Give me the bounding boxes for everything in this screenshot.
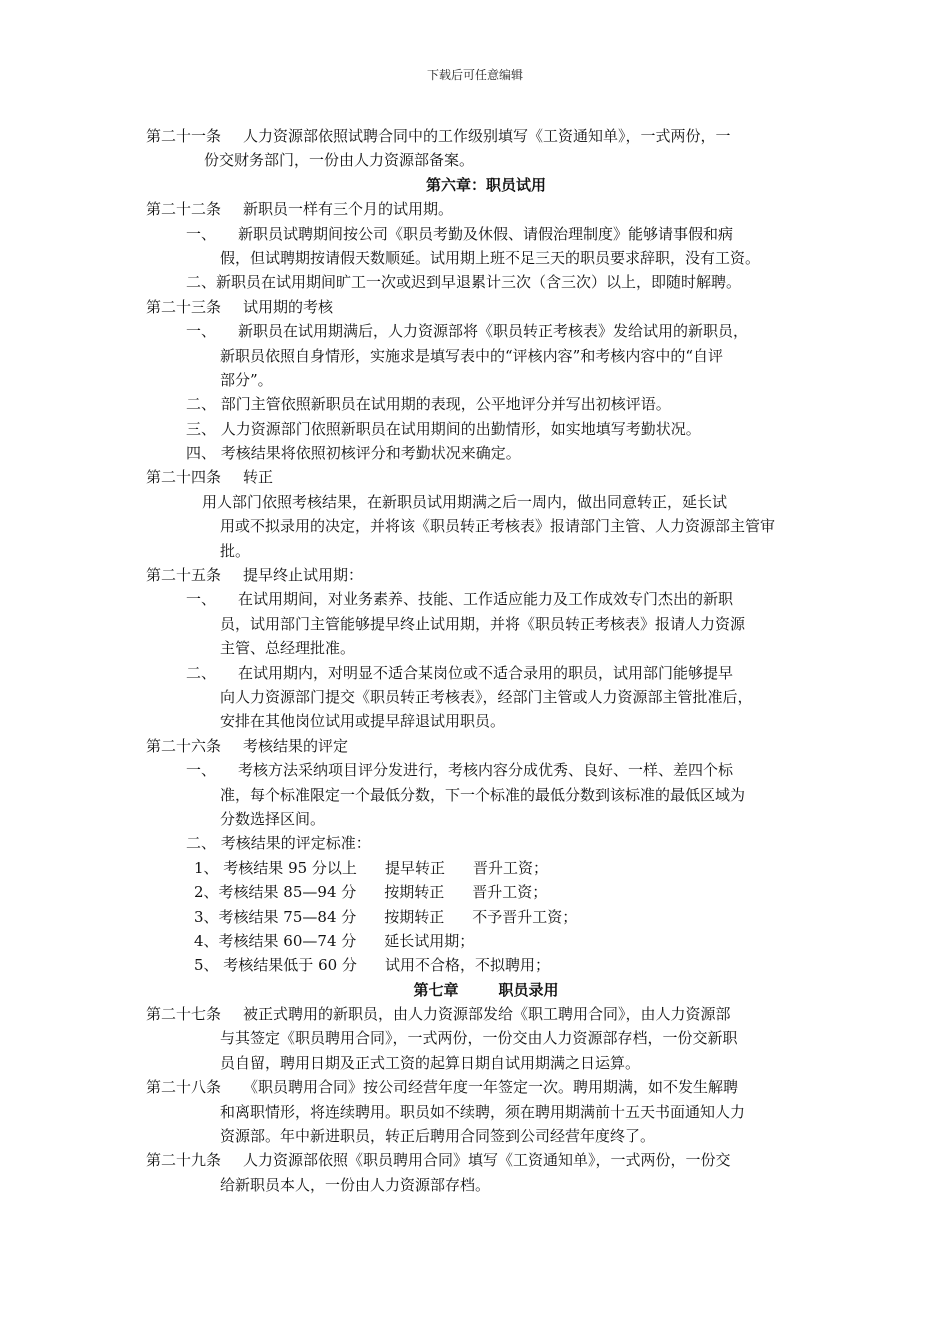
- text-line: [146, 465, 826, 489]
- text-line: [146, 368, 826, 392]
- text-line: [146, 417, 826, 441]
- text-segment: 按期转正: [384, 907, 445, 926]
- text-segment: 假，但试聘期按请假天数顺延。试用期上班不足三天的职员要求辞职，没有工资。: [220, 248, 761, 267]
- text-segment: 第二十七条: [146, 1005, 222, 1024]
- text-line: [146, 734, 826, 758]
- text-segment: 人力资源部依照试聘合同中的工作级别填写《工资通知单》，一式两份，一: [243, 127, 731, 145]
- text-segment: 不予晋升工资；: [472, 907, 578, 926]
- text-segment: 准，每个标准限定一个最低分数，下一个标准的最低分数到该标准的最低区域为: [220, 785, 746, 804]
- text-segment: 一、: [186, 322, 217, 341]
- text-segment: 批。: [220, 541, 251, 560]
- text-segment: 二、: [186, 663, 217, 682]
- text-segment: 第二十三条: [146, 297, 222, 316]
- text-segment: 第六章：职员试用: [425, 175, 546, 194]
- text-line: [146, 612, 826, 636]
- text-segment: 二、 部门主管依照新职员在试用期的表现，公平地评分并写出初核评语。: [186, 395, 671, 414]
- text-segment: 份交财务部门，一份由人力资源部备案。: [204, 151, 475, 170]
- text-segment: 二、新职员在试用期间旷工一次或迟到早退累计三次（含三次）以上，即随时解聘。: [186, 273, 742, 292]
- text-segment: 提早转正: [384, 858, 445, 877]
- text-segment: 在试用期间，对业务素养、技能、工作适应能力及工作成效专门杰出的新职: [238, 590, 734, 609]
- text-segment: 1、 考核结果 95 分以上: [194, 858, 357, 877]
- text-segment: 与其签定《职员聘用合同》，一式两份，一份交由人力资源部存档，一份交新职: [220, 1029, 738, 1048]
- text-segment: 2、考核结果 85—94 分: [194, 883, 357, 902]
- text-line: [146, 222, 826, 246]
- text-segment: 第七章: [413, 980, 459, 999]
- text-segment: 考核结果的评定: [243, 736, 349, 755]
- text-segment: 按期转正: [384, 883, 445, 902]
- text-line: [146, 319, 826, 343]
- text-line: [146, 953, 826, 977]
- text-segment: 试用不合格，不拟聘用；: [384, 956, 550, 975]
- document-body: [146, 124, 826, 1197]
- text-line: [146, 1051, 826, 1075]
- text-line: [146, 344, 826, 368]
- text-segment: 在试用期内，对明显不适合某岗位或不适合录用的职员，试用部门能够提早: [238, 663, 734, 682]
- text-line: [146, 392, 826, 416]
- text-segment: 人力资源部依照《职员聘用合同》填写《工资通知单》，一式两份，一份交: [243, 1151, 731, 1170]
- text-segment: 转正: [243, 468, 274, 487]
- text-segment: 职员录用: [498, 980, 559, 999]
- text-line: [146, 685, 826, 709]
- text-segment: 给新职员本人，一份由人力资源部存档。: [220, 1175, 491, 1194]
- text-segment: 第二十九条: [146, 1151, 222, 1170]
- text-line: [146, 880, 826, 904]
- text-segment: 提早终止试用期：: [243, 566, 364, 585]
- text-segment: 新职员一样有三个月的试用期。: [243, 200, 454, 219]
- text-line: [146, 197, 826, 221]
- text-segment: 晋升工资；: [472, 883, 548, 902]
- text-segment: 第二十一条: [146, 127, 222, 145]
- text-segment: 部分”。: [220, 370, 273, 389]
- text-line: [146, 1026, 826, 1050]
- text-line: [146, 1100, 826, 1124]
- text-line: [146, 661, 826, 685]
- text-segment: 向人力资源部门提交《职员转正考核表》，经部门主管或人力资源部主管批准后，: [220, 687, 753, 706]
- text-line: [146, 856, 826, 880]
- text-line: [146, 831, 826, 855]
- text-segment: 二、 考核结果的评定标准：: [186, 834, 371, 853]
- text-segment: 《职员聘用合同》按公司经营年度一年签定一次。聘用期满，如不发生解聘: [243, 1078, 739, 1097]
- text-segment: 和离职情形，将连续聘用。职员如不续聘，须在聘用期满前十五天书面通知人力: [220, 1102, 746, 1121]
- text-segment: 第二十八条: [146, 1078, 222, 1097]
- text-segment: 试用期的考核: [243, 297, 334, 316]
- text-line: [146, 1173, 826, 1197]
- text-segment: 延长试用期；: [384, 931, 475, 950]
- text-line: [146, 563, 826, 587]
- text-line: [146, 929, 826, 953]
- text-segment: 安排在其他岗位试用或提早辞退试用职员。: [220, 712, 506, 731]
- text-line: [146, 587, 826, 611]
- text-segment: 第二十四条: [146, 468, 222, 487]
- text-line: [146, 807, 826, 831]
- text-segment: 三、 人力资源部门依照新职员在试用期间的出勤情形，如实地填写考勤状况。: [186, 419, 701, 438]
- text-segment: 主管、总经理批准。: [220, 639, 356, 658]
- text-segment: 4、考核结果 60—74 分: [194, 931, 357, 950]
- text-segment: 晋升工资；: [472, 858, 548, 877]
- text-line: [146, 1148, 826, 1172]
- text-segment: 第二十五条: [146, 566, 222, 585]
- text-segment: 一、: [186, 761, 217, 780]
- text-segment: 一、: [186, 224, 217, 243]
- text-line: [146, 514, 826, 538]
- text-line: [146, 758, 826, 782]
- text-line: [146, 905, 826, 929]
- text-line: [146, 295, 826, 319]
- text-line: [146, 270, 826, 294]
- chapter-heading: [146, 978, 826, 1002]
- text-segment: 一、: [186, 590, 217, 609]
- chapter-heading: [146, 173, 826, 197]
- text-segment: 四、 考核结果将依照初核评分和考勤状况来确定。: [186, 444, 521, 463]
- text-segment: 新职员依照自身情形，实施求是填写表中的“评核内容”和考核内容中的“自评: [220, 346, 724, 365]
- text-line: [146, 246, 826, 270]
- text-line: [146, 636, 826, 660]
- text-segment: 3、考核结果 75—84 分: [194, 907, 357, 926]
- text-segment: 用人部门依照考核结果，在新职员试用期满之后一周内，做出同意转正，延长试: [202, 492, 728, 511]
- text-line: [146, 1002, 826, 1026]
- text-segment: 第二十六条: [146, 736, 222, 755]
- text-line: [146, 148, 826, 172]
- text-segment: 员，试用部门主管能够提早终止试用期，并将《职员转正考核表》报请人力资源: [220, 614, 746, 633]
- text-segment: 5、 考核结果低于 60 分: [194, 956, 357, 975]
- text-segment: 用或不拟录用的决定，并将该《职员转正考核表》报请部门主管、人力资源部主管审: [220, 517, 776, 536]
- text-segment: 分数选择区间。: [220, 809, 326, 828]
- text-line: [146, 783, 826, 807]
- text-line: [146, 1075, 826, 1099]
- page-header: 下载后可任意编辑: [426, 68, 523, 82]
- text-segment: 被正式聘用的新职员，由人力资源部发给《职工聘用合同》，由人力资源部: [243, 1005, 731, 1024]
- text-segment: 第二十二条: [146, 200, 222, 219]
- text-line: [146, 1124, 826, 1148]
- text-segment: 考核方法采纳项目评分发进行，考核内容分成优秀、良好、一样、差四个标: [238, 761, 734, 780]
- text-segment: 新职员试聘期间按公司《职员考勤及休假、请假治理制度》能够请事假和病: [238, 224, 734, 243]
- text-segment: 员自留，聘用日期及正式工资的起算日期自试用期满之日运算。: [220, 1053, 641, 1072]
- text-line: [146, 709, 826, 733]
- text-segment: 新职员在试用期满后，人力资源部将《职员转正考核表》发给试用的新职员，: [238, 322, 749, 341]
- text-line: [146, 490, 826, 514]
- text-segment: 资源部。年中新进职员，转正后聘用合同签到公司经营年度终了。: [220, 1127, 656, 1146]
- text-line: [146, 539, 826, 563]
- text-line: [146, 441, 826, 465]
- text-line: [146, 124, 826, 148]
